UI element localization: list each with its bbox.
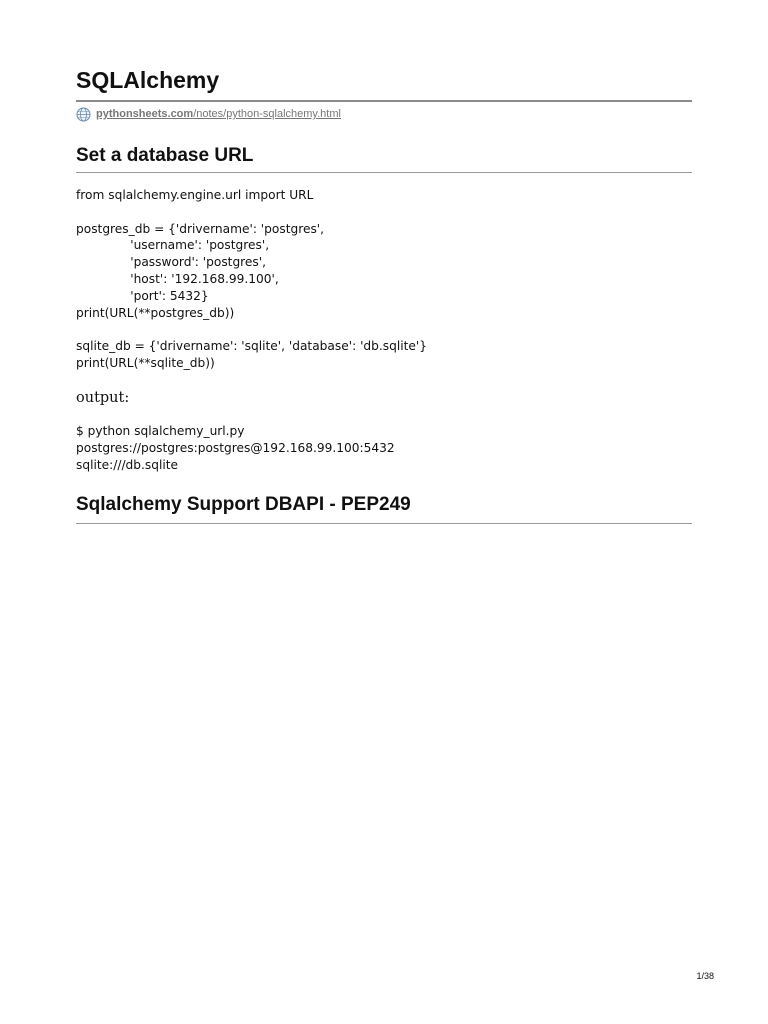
code-block: from sqlalchemy.engine.url import URL postgres_db = {'drivername': 'postgres', 'username': 'postgres', 'password': 'postgres', 'host': '192.168.99.100', 'port': 5432} print(URL(**postgres_db)) sqlite_db = {'drivername': 'sqlite', 'database': 'db.sqlite'} print(URL(**sqlite_db)) [76,188,428,370]
output-label: output: [76,390,130,406]
page-number: 1/38 [696,971,714,981]
source-domain[interactable]: pythonsheets.com [96,108,194,120]
output-block: $ python sqlalchemy_url.py postgres://postgres:postgres@192.168.99.100:5432 sqlite:///db.sqlite [76,424,395,472]
globe-icon [76,107,91,122]
title-divider [76,100,692,102]
section-divider [76,172,692,173]
section-heading-dbapi: Sqlalchemy Support DBAPI - PEP249 [76,494,411,515]
section-divider [76,523,692,524]
page-title: SQLAlchemy [76,67,220,93]
source-path[interactable]: /notes/python-sqlalchemy.html [193,108,341,120]
section-heading-database-url: Set a database URL [76,145,254,166]
source-link[interactable] [76,106,341,122]
